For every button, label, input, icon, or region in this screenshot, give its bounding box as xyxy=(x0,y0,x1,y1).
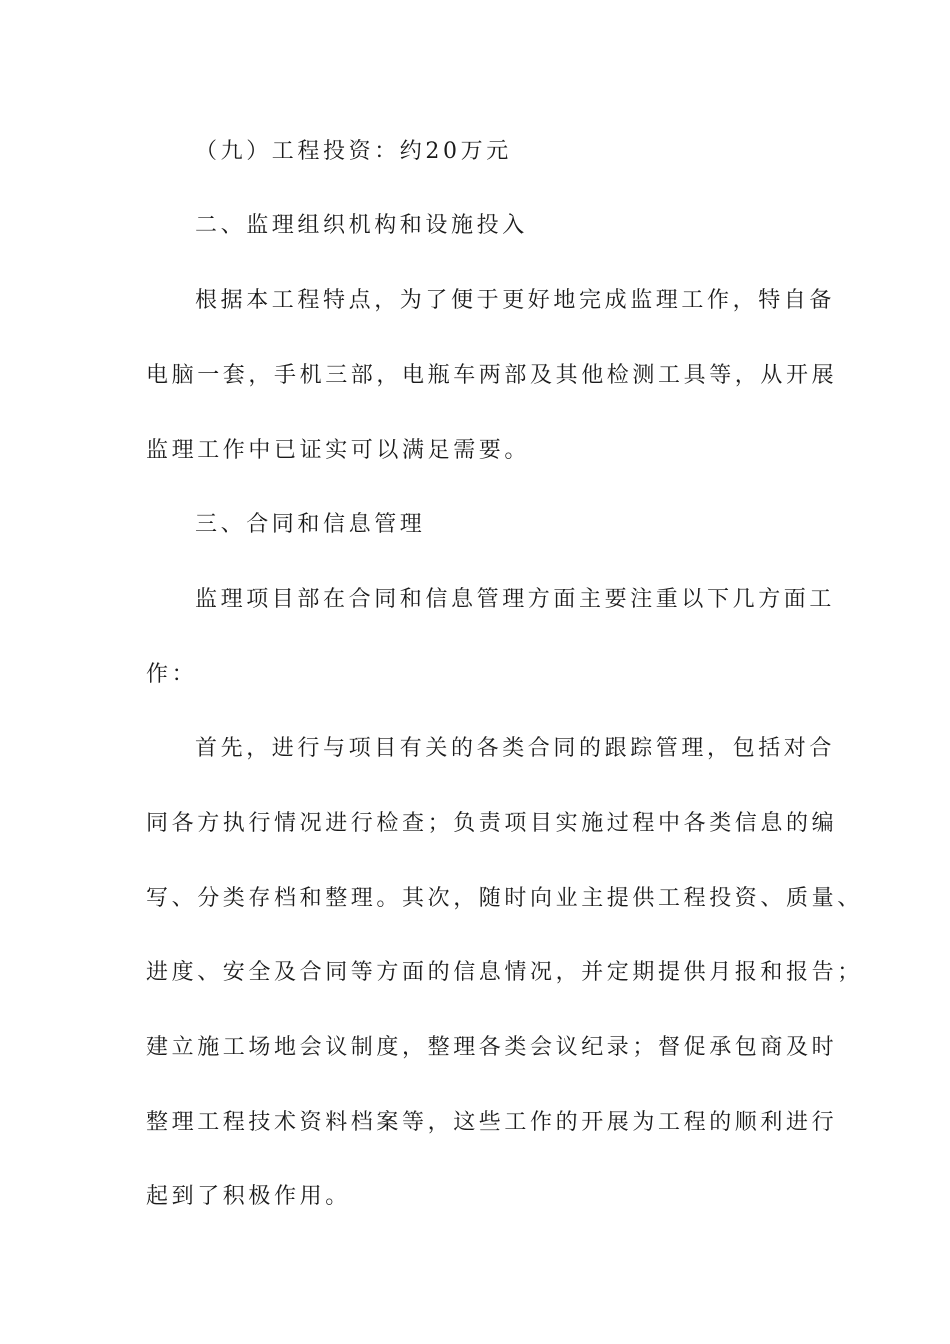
section-heading-contract: 三、合同和信息管理 xyxy=(195,512,426,537)
paragraph-line: 建立施工场地会议制度，整理各类会议纪录；督促承包商及时 xyxy=(146,1035,838,1060)
investment-item-line: （九）工程投资：约20万元 xyxy=(195,139,512,164)
paragraph-line: 监理项目部在合同和信息管理方面主要注重以下几方面工 xyxy=(195,587,836,612)
section-heading-organization: 二、监理组织机构和设施投入 xyxy=(195,213,528,238)
paragraph-line: 监理工作中已证实可以满足需要。 xyxy=(146,438,531,463)
paragraph-line: 同各方执行情况进行检查；负责项目实施过程中各类信息的编 xyxy=(146,811,838,836)
paragraph-line: 作： xyxy=(146,662,198,687)
paragraph-line: 进度、安全及合同等方面的信息情况，并定期提供月报和报告； xyxy=(146,960,863,985)
paragraph-line: 首先，进行与项目有关的各类合同的跟踪管理，包括对合 xyxy=(195,736,836,761)
paragraph-line: 电脑一套，手机三部，电瓶车两部及其他检测工具等，从开展 xyxy=(146,363,838,388)
paragraph-line: 整理工程技术资料档案等，这些工作的开展为工程的顺利进行 xyxy=(146,1110,838,1135)
paragraph-line: 根据本工程特点，为了便于更好地完成监理工作，特自备 xyxy=(195,288,836,313)
paragraph-line: 起到了积极作用。 xyxy=(146,1184,351,1209)
paragraph-line: 写、分类存档和整理。其次，随时向业主提供工程投资、质量、 xyxy=(146,886,863,911)
